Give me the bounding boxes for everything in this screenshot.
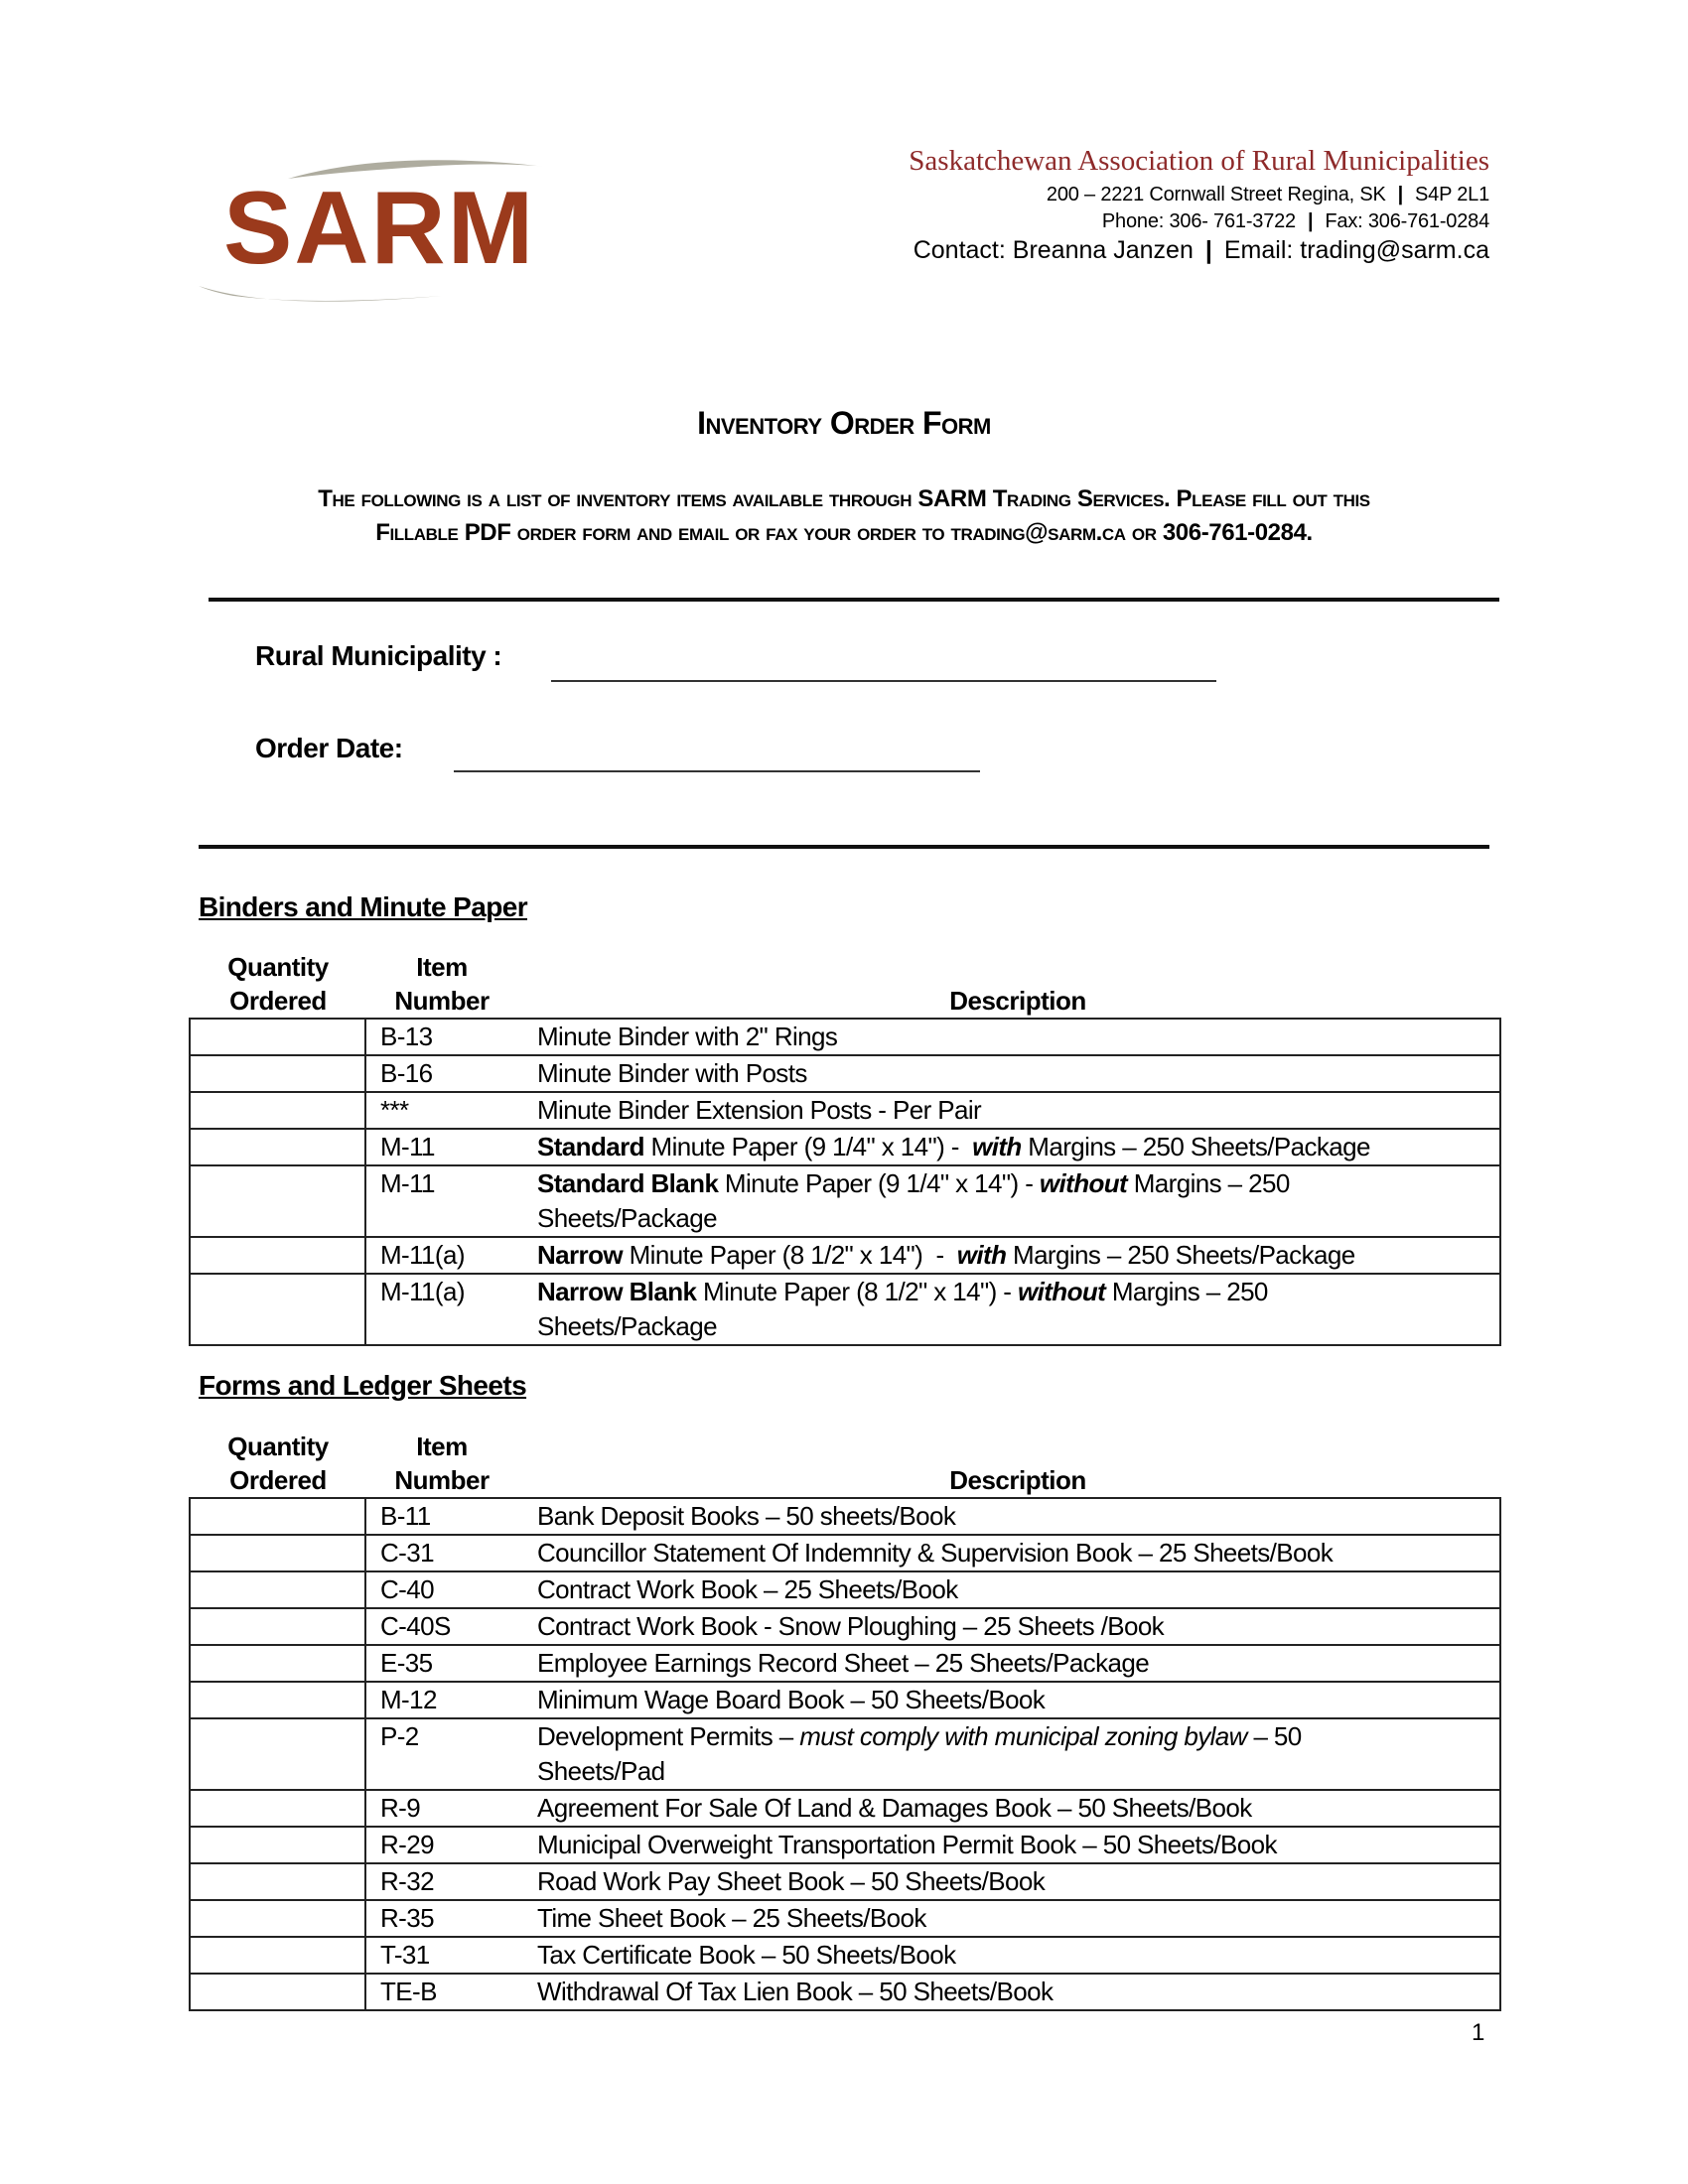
intro-text [149,482,1539,550]
forms-table [189,1497,1501,2011]
table-row [190,1535,1500,1571]
description: Contract Work Book – 25 Sheets/Book [537,1571,1500,1608]
quantity-input[interactable] [191,1791,368,1826]
quantity-cell[interactable] [190,1498,365,1535]
table-row [190,1900,1500,1937]
item-number: M-11(a) [365,1274,537,1345]
description-bold: Narrow [537,1240,623,1270]
address-line [1047,184,1489,206]
table-row [190,1790,1500,1827]
item-number: M-11(a) [365,1237,537,1274]
description [537,1274,1500,1345]
description: Bank Deposit Books – 50 sheets/Book [537,1498,1500,1535]
quantity-input[interactable] [191,1130,368,1164]
quantity-cell[interactable] [190,1790,365,1827]
description: Minute Binder with Posts [537,1055,1500,1092]
item-number: M-11 [365,1165,537,1237]
item-number: M-12 [365,1682,537,1718]
table-row [190,1608,1500,1645]
description-rest: Margins – 250 Sheets/Package [537,1168,1290,1233]
description: Minute Binder with 2" Rings [537,1019,1500,1055]
quantity-input[interactable] [191,1020,368,1054]
section-title-forms: Forms and Ledger Sheets [199,1370,527,1401]
quantity-cell[interactable] [190,1129,365,1165]
quantity-input[interactable] [191,1646,368,1681]
description: Minimum Wage Board Book – 50 Sheets/Book [537,1682,1500,1718]
binders-table [189,1018,1501,1346]
column-header-item-line1: Item [416,952,468,982]
separator: | [1397,184,1404,205]
item-number: R-35 [365,1900,537,1937]
table-row [190,1974,1500,2010]
quantity-input[interactable] [191,1938,368,1973]
description-rest: Margins – 250 Sheets/Package [537,1277,1268,1341]
email[interactable]: Email: trading@sarm.ca [1223,236,1489,264]
quantity-input[interactable] [191,1719,368,1754]
description-text: Minute Paper (8 1/2" x 14") - [696,1277,1018,1306]
quantity-cell[interactable] [190,1974,365,2010]
intro-line-1: The following is a list of inventory items available through SARM Trading Services. Please fill out this [318,485,1370,512]
quantity-cell[interactable] [190,1863,365,1900]
separator: | [1204,236,1212,264]
quantity-input[interactable] [191,1901,368,1936]
table-row [190,1129,1500,1165]
postal-code: S4P 2L1 [1415,184,1489,205]
item-number: B-13 [365,1019,537,1055]
page-number: 1 [1472,2019,1485,2046]
column-header-description: Description [949,986,1086,1016]
quantity-cell[interactable] [190,1274,365,1345]
quantity-cell[interactable] [190,1937,365,1974]
divider-bottom [199,845,1489,849]
table-row [190,1274,1500,1345]
description: Time Sheet Book – 25 Sheets/Book [537,1900,1500,1937]
quantity-input[interactable] [191,1572,368,1607]
item-number: T-31 [365,1937,537,1974]
quantity-cell[interactable] [190,1571,365,1608]
item-number: E-35 [365,1645,537,1682]
divider-top [209,598,1499,602]
fax: Fax: 306-761-0284 [1325,210,1489,232]
description: Road Work Pay Sheet Book – 50 Sheets/Book [537,1863,1500,1900]
description-italic: with [972,1132,1022,1161]
rural-municipality-label: Rural Municipality : [255,640,502,671]
item-number: R-32 [365,1863,537,1900]
quantity-input[interactable] [191,1683,368,1717]
description: Contract Work Book - Snow Ploughing – 25 Sheets /Book [537,1608,1500,1645]
column-header-quantity-line2: Ordered [229,986,327,1016]
description: Councillor Statement Of Indemnity & Supervision Book – 25 Sheets/Book [537,1535,1500,1571]
quantity-cell[interactable] [190,1900,365,1937]
item-number: C-40 [365,1571,537,1608]
sarm-logo [194,147,561,311]
table-row [190,1827,1500,1863]
item-number: TE-B [365,1974,537,2010]
quantity-input[interactable] [191,1536,368,1570]
quantity-cell[interactable] [190,1019,365,1055]
quantity-input[interactable] [191,1609,368,1644]
quantity-input[interactable] [191,1828,368,1862]
quantity-cell[interactable] [190,1645,365,1682]
column-header-quantity-line1: Quantity [227,952,329,982]
column-header-quantity [213,1430,343,1497]
column-header-description: Description [949,1465,1086,1495]
quantity-cell[interactable] [190,1718,365,1790]
section-title-binders: Binders and Minute Paper [199,891,527,922]
description: Minute Binder Extension Posts - Per Pair [537,1092,1500,1129]
column-header-quantity-line2: Ordered [229,1465,327,1495]
description-text: Minute Paper (9 1/4" x 14") - [643,1132,973,1161]
item-number: R-9 [365,1790,537,1827]
column-header-quantity-line1: Quantity [227,1432,329,1461]
column-header-quantity [213,950,343,1018]
table-row [190,1498,1500,1535]
quantity-input[interactable] [191,1499,368,1534]
table-row [190,1237,1500,1274]
page-title: Inventory Order Form [697,405,991,441]
quantity-input[interactable] [191,1975,368,2009]
description-italic: with [956,1240,1007,1270]
description-italic: without [1017,1277,1106,1306]
quantity-input[interactable] [191,1166,368,1201]
description-bold: Standard [537,1132,644,1161]
description-rest: Margins – 250 Sheets/Package [1006,1240,1355,1270]
table-row [190,1682,1500,1718]
quantity-cell[interactable] [190,1237,365,1274]
item-number: R-29 [365,1827,537,1863]
description-italic: without [1039,1168,1128,1198]
table-row [190,1019,1500,1055]
column-header-item-line2: Number [394,1465,490,1495]
column-header-item-number [377,1430,506,1497]
description: Withdrawal Of Tax Lien Book – 50 Sheets/Book [537,1974,1500,2010]
item-number: C-31 [365,1535,537,1571]
order-date-label: Order Date: [255,733,403,763]
description-rest: Margins – 250 Sheets/Package [1021,1132,1370,1161]
item-number: B-11 [365,1498,537,1535]
description [537,1237,1500,1274]
item-number: *** [365,1092,537,1129]
description-italic: must comply with municipal zoning bylaw [799,1721,1247,1751]
table-row [190,1718,1500,1790]
description: Agreement For Sale Of Land & Damages Book – 50 Sheets/Book [537,1790,1500,1827]
description-bold: Narrow Blank [537,1277,697,1306]
table-row [190,1863,1500,1900]
contact-name: Contact: Breanna Janzen [913,236,1194,264]
quantity-input[interactable] [191,1864,368,1899]
item-number: M-11 [365,1129,537,1165]
quantity-cell[interactable] [190,1535,365,1571]
intro-line-2: Fillable PDF order form and email or fax your order to trading@sarm.ca or 306-761-0284. [375,519,1313,546]
phone: Phone: 306- 761-3722 [1101,210,1296,232]
organization-name: Saskatchewan Association of Rural Municipalities [909,145,1489,177]
description-bold: Standard Blank [537,1168,719,1198]
quantity-cell[interactable] [190,1165,365,1237]
separator: | [1307,210,1314,232]
logo-text: SARM [223,171,536,286]
description: Employee Earnings Record Sheet – 25 Sheets/Package [537,1645,1500,1682]
column-header-item-line1: Item [416,1432,468,1461]
rural-municipality-input[interactable] [551,680,1216,682]
description [537,1129,1500,1165]
address: 200 – 2221 Cornwall Street Regina, SK [1046,184,1386,205]
quantity-input[interactable] [191,1093,368,1128]
table-row [190,1937,1500,1974]
phone-fax-line [1102,210,1489,233]
item-number: P-2 [365,1718,537,1790]
quantity-cell[interactable] [190,1827,365,1863]
quantity-input[interactable] [191,1238,368,1273]
description [537,1165,1500,1237]
quantity-cell[interactable] [190,1055,365,1092]
description-text: Minute Paper (8 1/2" x 14") - [622,1240,957,1270]
item-number: C-40S [365,1608,537,1645]
description-text: Development Permits – [537,1721,800,1751]
item-number: B-16 [365,1055,537,1092]
table-row [190,1571,1500,1608]
description [537,1718,1500,1790]
quantity-cell[interactable] [190,1608,365,1645]
contact-line [914,236,1489,265]
column-header-item-line2: Number [394,986,490,1016]
table-row [190,1645,1500,1682]
description-rest: – 50 Sheets/Pad [537,1721,1302,1786]
quantity-cell[interactable] [190,1682,365,1718]
description: Tax Certificate Book – 50 Sheets/Book [537,1937,1500,1974]
table-row [190,1055,1500,1092]
table-row [190,1092,1500,1129]
description: Municipal Overweight Transportation Permit Book – 50 Sheets/Book [537,1827,1500,1863]
quantity-input[interactable] [191,1275,368,1309]
table-row [190,1165,1500,1237]
description-text: Minute Paper (9 1/4" x 14") - [718,1168,1040,1198]
quantity-input[interactable] [191,1056,368,1091]
quantity-cell[interactable] [190,1092,365,1129]
order-date-input[interactable] [454,770,980,772]
column-header-item-number [377,950,506,1018]
